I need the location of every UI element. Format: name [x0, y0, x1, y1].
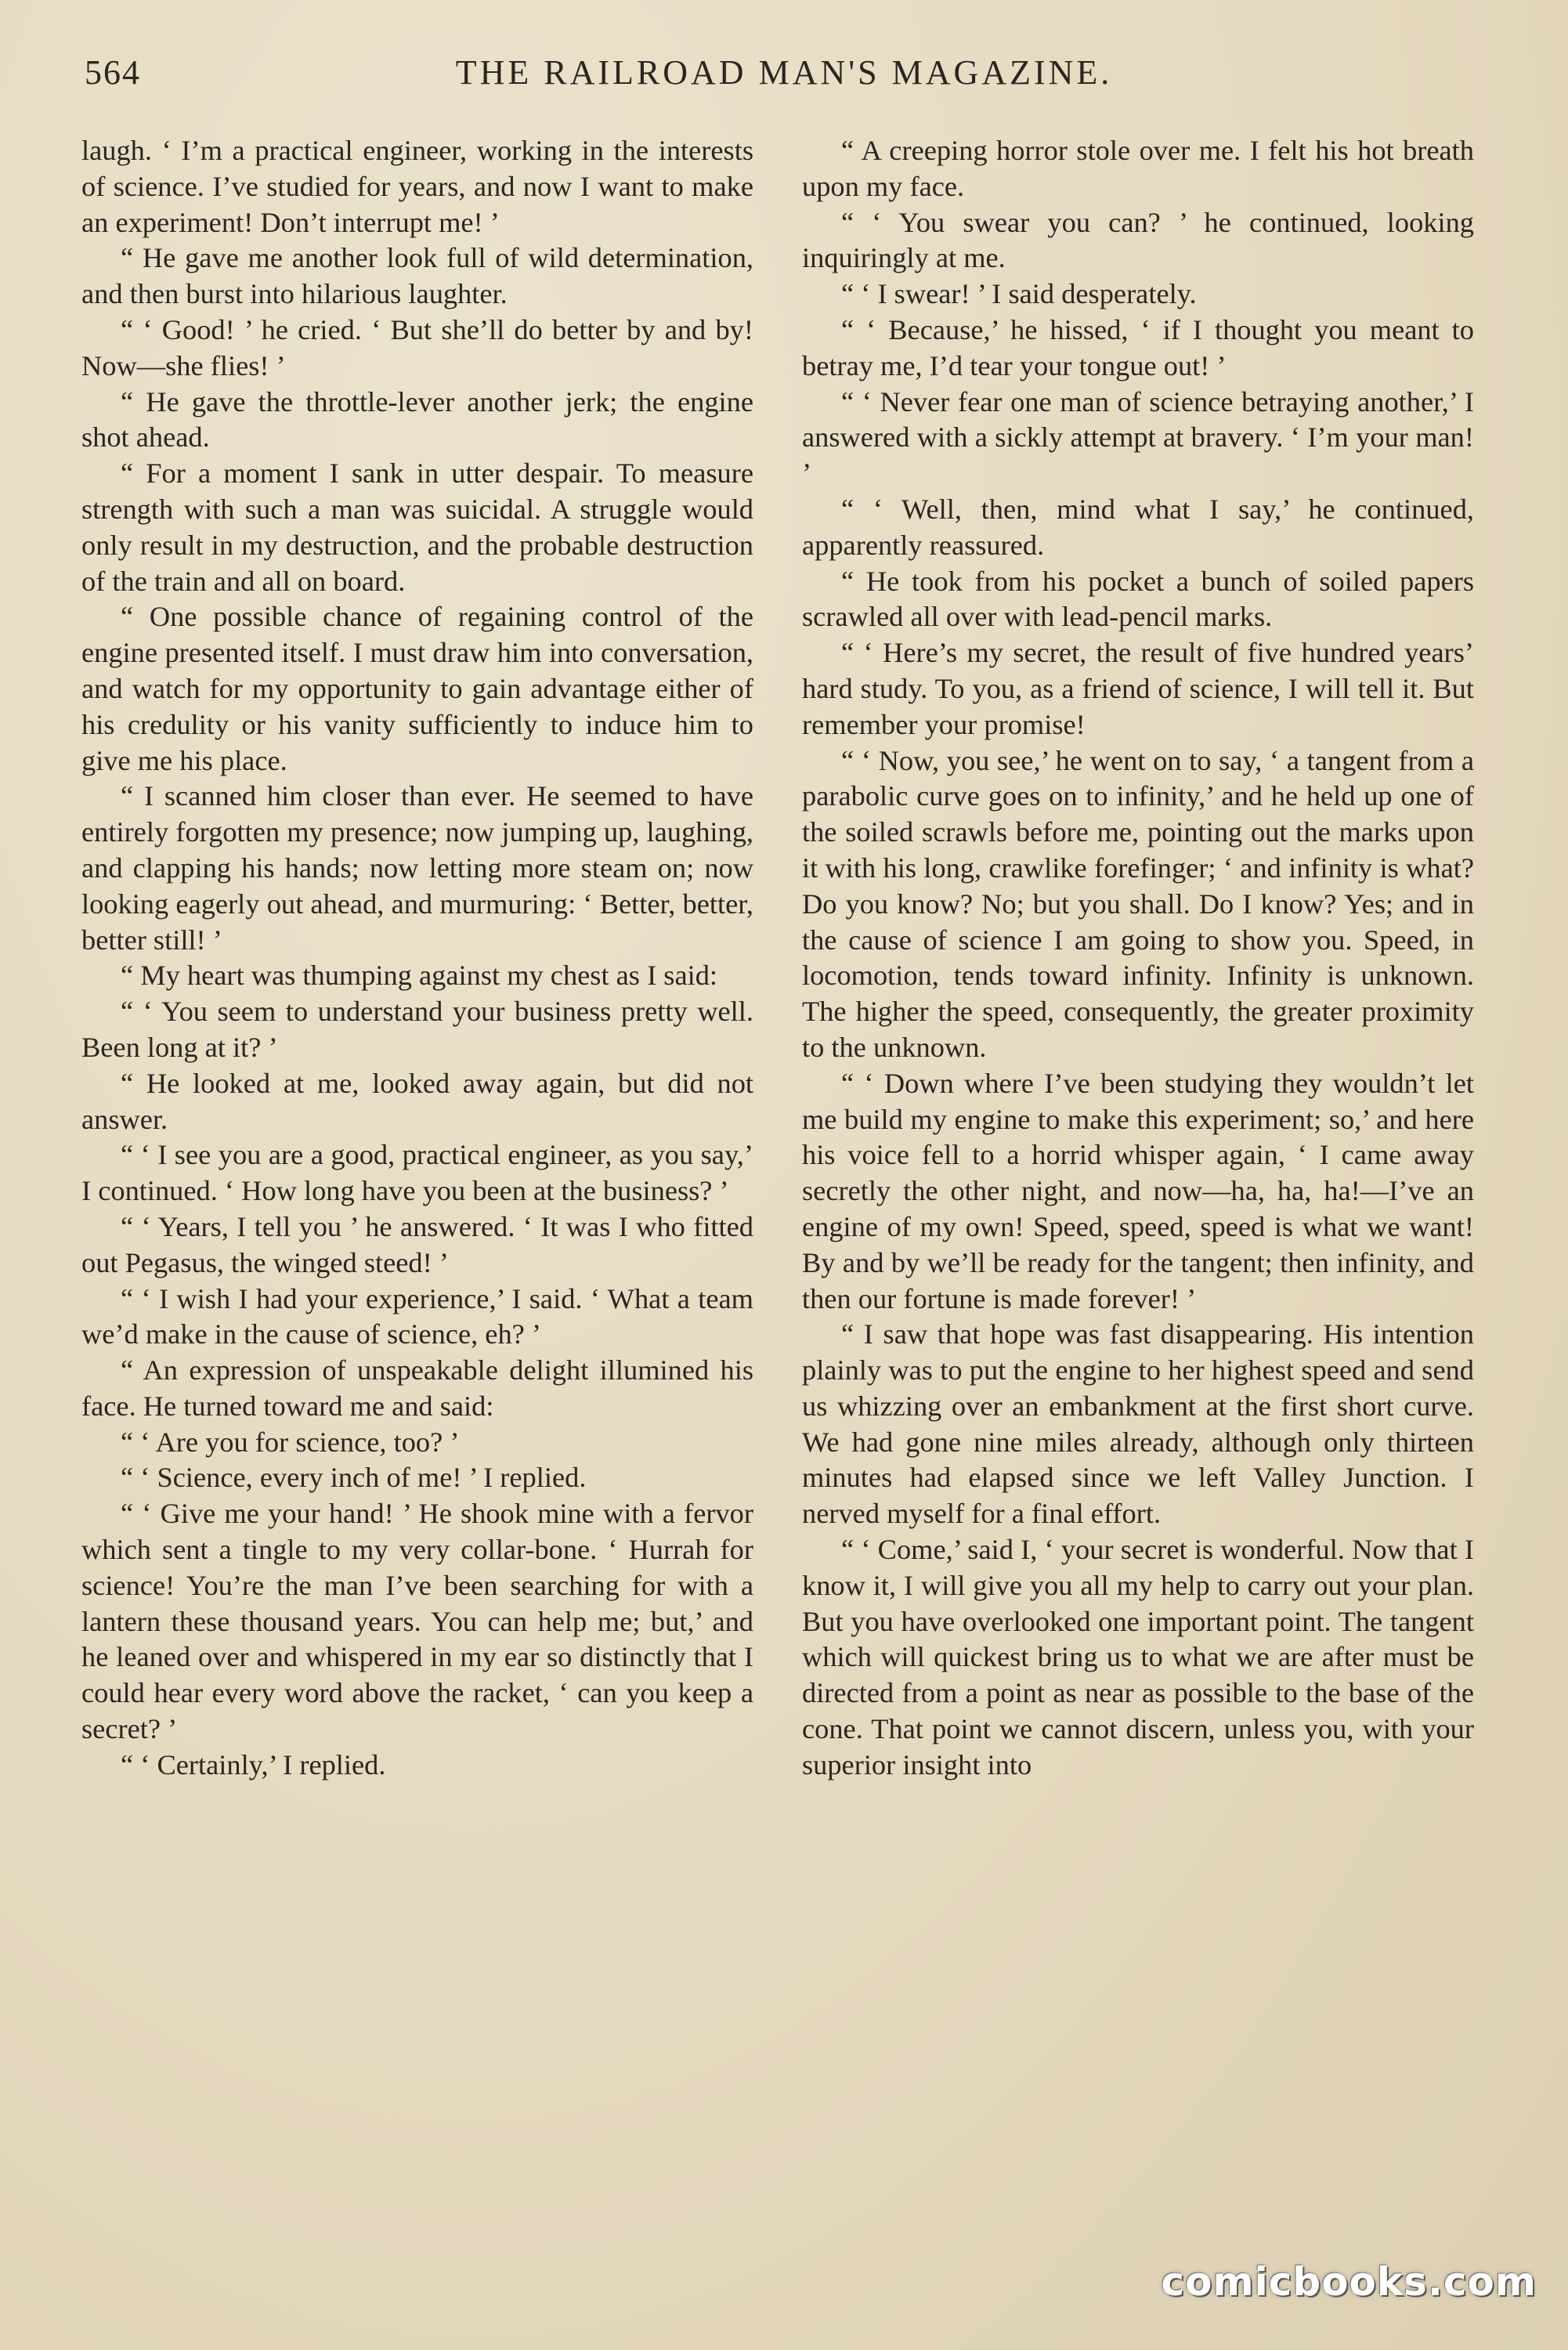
- page-header: [85, 49, 1483, 96]
- paragraph: “ ‘ Here’s my secret, the result of five hundred years’ hard study. To you, as a friend of science, I will tell it. But remember your promise!: [802, 637, 1474, 740]
- article-body: [81, 133, 1474, 2217]
- paragraph: “ ‘ Are you for science, too? ’: [121, 1426, 460, 1458]
- paragraph: “ One possible chance of regaining control of the engine presented itself. I must draw him into conversation, and watch for my opportunity to gain advantage either of his credulity or his vanity sufficiently to induce him to give me his place.: [81, 601, 753, 776]
- paragraph: laugh. ‘ I’m a practical engineer, working in the interests of science. I’ve studied for years, and now I want to make an experiment! Don’t interrupt me! ’: [81, 135, 753, 238]
- paragraph: “ A creeping horror stole over me. I felt his hot breath upon my face.: [802, 135, 1474, 202]
- running-title: THE RAILROAD MAN'S MAGAZINE.: [455, 52, 1113, 92]
- paragraph: “ I scanned him closer than ever. He seemed to have entirely forgotten my presence; now jumping up, laughing, and clapping his hands; now letting more steam on; now looking eagerly out ahead, and murmuring: ‘ Better, better, better still! ’: [81, 780, 753, 956]
- paragraph: “ ‘ Well, then, mind what I say,’ he continued, apparently reassured.: [802, 493, 1474, 561]
- paragraph: “ My heart was thumping against my chest as I said:: [121, 960, 718, 992]
- paragraph: “ ‘ You seem to understand your business pretty well. Been long at it? ’: [81, 996, 753, 1063]
- paragraph: “ He took from his pocket a bunch of soiled papers scrawled all over with lead-pencil marks.: [802, 565, 1474, 633]
- paragraph: “ For a moment I sank in utter despair. To measure strength with such a man was suicidal. A struggle would only result in my destruction, and the probable destruction of the train and all on board.: [81, 457, 753, 597]
- paragraph: “ ‘ Down where I’ve been studying they wouldn’t let me build my engine to make this experiment; so,’ and here his voice fell to a horrid whisper again, ‘ I came away secretly the other night, and now—ha, ha, ha!—I’ve an engine of my own! Speed, speed, speed is what we want! By and by we’ll be ready for the tangent; then infinity, and then our fortune is made forever! ’: [802, 1067, 1474, 1314]
- paragraph: “ ‘ I swear! ’ I said desperately.: [841, 278, 1197, 310]
- paragraph: “ He looked at me, looked away again, but did not answer.: [81, 1067, 753, 1135]
- paragraph: “ ‘ Give me your hand! ’ He shook mine with a fervor which sent a tingle to my very collar-bone. ‘ Hurrah for science! You’re the man I’ve been searching for with a lantern these thousand years. You can help me; but,’ and he leaned over and whispered in my ear so distinctly that I could hear every word above the racket, ‘ can you keep a secret? ’: [81, 1498, 753, 1745]
- paragraph: “ He gave me another look full of wild determination, and then burst into hilarious laughter.: [81, 242, 753, 310]
- paragraph: “ ‘ You swear you can? ’ he continued, looking inquiringly at me.: [802, 206, 1474, 274]
- paragraph: “ ‘ Come,’ said I, ‘ your secret is wonderful. Now that I know it, I will give you all my help to carry out your plan. But you have overlooked one important point. The tangent which will quickest bring us to what we are after must be directed from a point as near as possible to the base of the cone. That point we cannot discern, unless you, with your superior insight into: [802, 1534, 1474, 1781]
- paragraph: “ ‘ I wish I had your experience,’ I said. ‘ What a team we’d make in the cause of science, eh? ’: [81, 1282, 753, 1350]
- paragraph: “ An expression of unspeakable delight illumined his face. He turned toward me and said:: [81, 1354, 753, 1422]
- paragraph: “ ‘ Good! ’ he cried. ‘ But she’ll do better by and by! Now—she flies! ’: [81, 313, 753, 381]
- paragraph: “ ‘ Because,’ he hissed, ‘ if I thought you meant to betray me, I’d tear your tongue out! ’: [802, 313, 1474, 381]
- paragraph: “ ‘ Now, you see,’ he went on to say, ‘ a tangent from a parabolic curve goes on to infinity,’ and he held up one of the soiled scrawls before me, pointing out the marks upon it with his long, crawlike forefinger; ‘ and infinity is what? Do you know? No; but you shall. Do I know? Yes; and in the cause of science I am going to show you. Speed, in locomotion, tends toward infinity. Infinity is unknown. The higher the speed, consequently, the greater proximity to the unknown.: [802, 744, 1474, 1063]
- right-column: [802, 133, 1474, 2217]
- left-column: [81, 133, 753, 2217]
- watermark-logo: comicbooks.com: [1161, 2259, 1537, 2305]
- paragraph: “ I saw that hope was fast disappearing. His intention plainly was to put the engine to her highest speed and send us whizzing over an embankment at the first short curve. We had gone nine miles already, although only thirteen minutes had elapsed since we left Valley Junction. I nerved myself for a final effort.: [802, 1318, 1474, 1530]
- paragraph: “ He gave the throttle-lever another jerk; the engine shot ahead.: [81, 385, 753, 454]
- paragraph: “ ‘ Certainly,’ I replied.: [121, 1748, 386, 1781]
- paragraph: “ ‘ Never fear one man of science betraying another,’ I answered with a sickly attempt at bravery. ‘ I’m your man! ’: [802, 385, 1474, 490]
- paragraph: “ ‘ Years, I tell you ’ he answered. ‘ It was I who fitted out Pegasus, the winged steed! ’: [81, 1210, 753, 1278]
- paragraph: “ ‘ I see you are a good, practical engineer, as you say,’ I continued. ‘ How long have you been at the business? ’: [81, 1139, 753, 1207]
- page-number: 564: [85, 52, 141, 92]
- paragraph: “ ‘ Science, every inch of me! ’ I replied.: [121, 1462, 587, 1494]
